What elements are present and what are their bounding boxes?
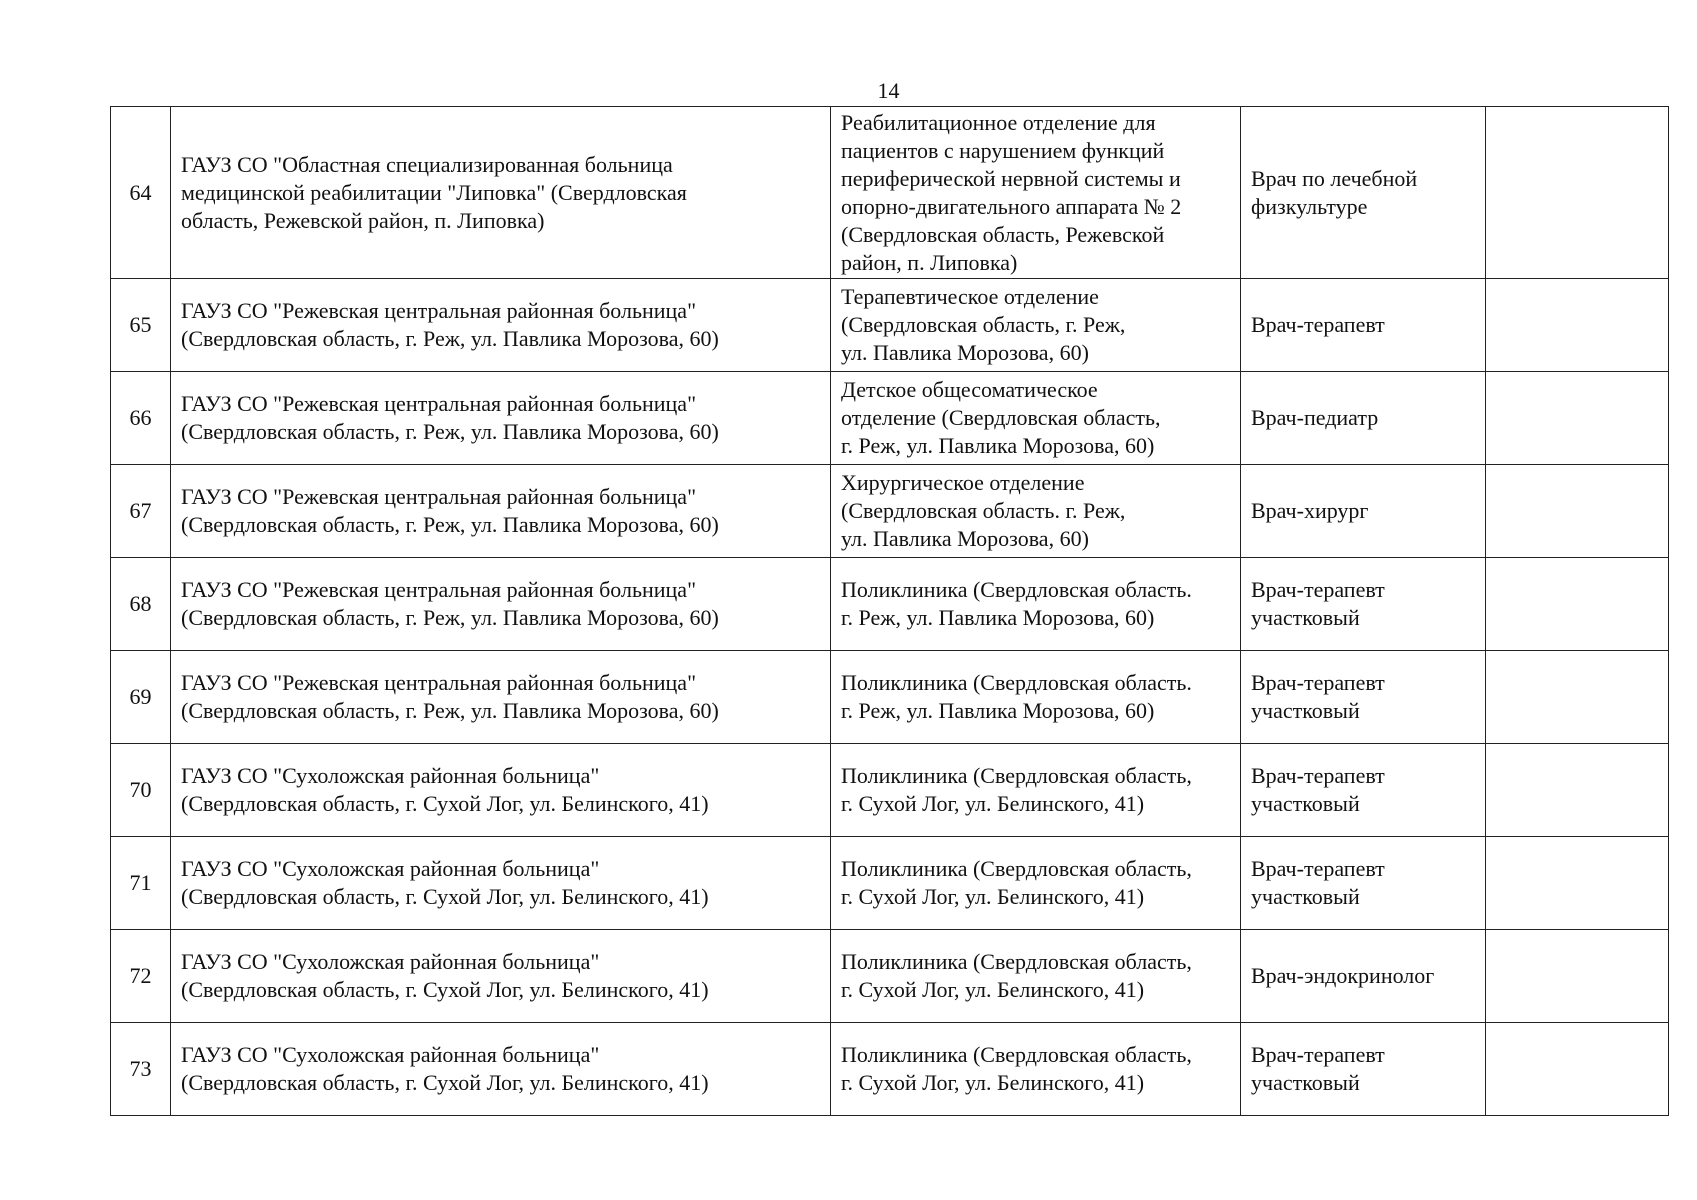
extra-cell: [1486, 107, 1669, 279]
organization-text: ГАУЗ СО "Сухоложская районная больница" (Свердловская область, г. Сухой Лог, ул. Белинского, 41): [181, 856, 709, 909]
row-number-text: 69: [129, 684, 152, 709]
page-number: 14: [877, 78, 900, 103]
extra-cell: [1486, 837, 1669, 930]
position-cell: [1241, 1023, 1486, 1116]
organization-cell: [171, 1023, 831, 1116]
position-cell: [1241, 465, 1486, 558]
department-cell: [831, 651, 1241, 744]
position-cell: [1241, 744, 1486, 837]
organization-text: ГАУЗ СО "Режевская центральная районная больница" (Свердловская область, г. Реж, ул. Павлика Морозова, 60): [181, 391, 719, 444]
department-cell: [831, 465, 1241, 558]
department-cell: [831, 558, 1241, 651]
department-text: Хирургическое отделение (Свердловская область. г. Реж, ул. Павлика Морозова, 60): [841, 470, 1126, 551]
department-cell: [831, 372, 1241, 465]
position-text: Врач-хирург: [1251, 498, 1369, 523]
position-text: Врач-эндокринолог: [1251, 963, 1435, 988]
organization-cell: [171, 651, 831, 744]
hospital-positions-table: [110, 106, 1669, 1116]
organization-text: ГАУЗ СО "Сухоложская районная больница" (Свердловская область, г. Сухой Лог, ул. Белинского, 41): [181, 763, 709, 816]
position-cell: [1241, 651, 1486, 744]
position-text: Врач-терапевт участковый: [1251, 577, 1385, 630]
department-cell: [831, 837, 1241, 930]
table-row: [111, 744, 1669, 837]
position-text: Врач-терапевт участковый: [1251, 1042, 1385, 1095]
department-text: Поликлиника (Свердловская область, г. Сухой Лог, ул. Белинского, 41): [841, 856, 1192, 909]
position-cell: [1241, 372, 1486, 465]
row-number-cell: [111, 558, 171, 651]
position-text: Врач по лечебной физкультуре: [1251, 165, 1418, 219]
position-cell: [1241, 837, 1486, 930]
position-text: Врач-терапевт участковый: [1251, 856, 1385, 909]
row-number-cell: [111, 744, 171, 837]
organization-text: ГАУЗ СО "Сухоложская районная больница" (Свердловская область, г. Сухой Лог, ул. Белинского, 41): [181, 949, 709, 1002]
row-number-cell: [111, 107, 171, 279]
table-row: [111, 930, 1669, 1023]
table-row: [111, 279, 1669, 372]
department-text: Поликлиника (Свердловская область, г. Сухой Лог, ул. Белинского, 41): [841, 949, 1192, 1002]
row-number-text: 72: [129, 963, 152, 988]
organization-text: ГАУЗ СО "Режевская центральная районная больница" (Свердловская область, г. Реж, ул. Павлика Морозова, 60): [181, 670, 719, 723]
row-number-cell: [111, 372, 171, 465]
organization-cell: [171, 279, 831, 372]
table-row: [111, 1023, 1669, 1116]
extra-cell: [1486, 558, 1669, 651]
table-row: [111, 372, 1669, 465]
row-number-cell: [111, 651, 171, 744]
table-body: [111, 107, 1669, 1116]
table-row: [111, 465, 1669, 558]
extra-cell: [1486, 279, 1669, 372]
extra-cell: [1486, 1023, 1669, 1116]
position-text: Врач-педиатр: [1251, 405, 1379, 430]
extra-cell: [1486, 651, 1669, 744]
organization-cell: [171, 744, 831, 837]
row-number-text: 67: [129, 498, 152, 523]
department-text: Поликлиника (Свердловская область. г. Реж, ул. Павлика Морозова, 60): [841, 577, 1192, 630]
row-number-text: 66: [129, 405, 152, 430]
extra-cell: [1486, 465, 1669, 558]
organization-cell: [171, 558, 831, 651]
row-number-cell: [111, 930, 171, 1023]
organization-text: ГАУЗ СО "Режевская центральная районная больница" (Свердловская область, г. Реж, ул. Павлика Морозова, 60): [181, 577, 719, 630]
row-number-cell: [111, 837, 171, 930]
organization-text: ГАУЗ СО "Режевская центральная районная больница" (Свердловская область, г. Реж, ул. Павлика Морозова, 60): [181, 484, 719, 537]
department-cell: [831, 744, 1241, 837]
department-cell: [831, 1023, 1241, 1116]
organization-cell: [171, 465, 831, 558]
table-row: [111, 558, 1669, 651]
position-text: Врач-терапевт участковый: [1251, 763, 1385, 816]
position-cell: [1241, 930, 1486, 1023]
position-text: Врач-терапевт участковый: [1251, 670, 1385, 723]
position-text: Врач-терапевт: [1251, 312, 1385, 337]
row-number-cell: [111, 465, 171, 558]
department-text: Терапевтическое отделение (Свердловская область, г. Реж, ул. Павлика Морозова, 60): [841, 284, 1126, 365]
department-text: Детское общесоматическое отделение (Свердловская область, г. Реж, ул. Павлика Морозова, 60): [841, 377, 1161, 458]
department-text: Поликлиника (Свердловская область, г. Сухой Лог, ул. Белинского, 41): [841, 1042, 1192, 1095]
organization-cell: [171, 837, 831, 930]
row-number-cell: [111, 1023, 171, 1116]
position-cell: [1241, 107, 1486, 279]
organization-text: ГАУЗ СО "Областная специализированная больница медицинской реабилитации "Липовка" (Свердловская область, Режевской район, п. Липовка): [181, 151, 687, 233]
row-number-text: 73: [129, 1056, 152, 1081]
department-text: Реабилитационное отделение для пациентов с нарушением функций периферической нервной системы и опорно-двигательного аппарата № 2 (Свердловская область, Режевской район, п. Липовка): [841, 109, 1182, 275]
row-number-text: 68: [129, 591, 152, 616]
department-text: Поликлиника (Свердловская область, г. Сухой Лог, ул. Белинского, 41): [841, 763, 1192, 816]
organization-text: ГАУЗ СО "Режевская центральная районная больница" (Свердловская область, г. Реж, ул. Павлика Морозова, 60): [181, 298, 719, 351]
table-row: [111, 107, 1669, 279]
department-cell: [831, 279, 1241, 372]
extra-cell: [1486, 744, 1669, 837]
department-cell: [831, 930, 1241, 1023]
position-cell: [1241, 279, 1486, 372]
department-cell: [831, 107, 1241, 279]
row-number-text: 65: [129, 312, 152, 337]
row-number-text: 71: [129, 870, 152, 895]
organization-cell: [171, 372, 831, 465]
organization-cell: [171, 930, 831, 1023]
department-text: Поликлиника (Свердловская область. г. Реж, ул. Павлика Морозова, 60): [841, 670, 1192, 723]
organization-text: ГАУЗ СО "Сухоложская районная больница" (Свердловская область, г. Сухой Лог, ул. Белинского, 41): [181, 1042, 709, 1095]
row-number-text: 64: [129, 179, 152, 205]
table-row: [111, 837, 1669, 930]
extra-cell: [1486, 372, 1669, 465]
extra-cell: [1486, 930, 1669, 1023]
table-row: [111, 651, 1669, 744]
position-cell: [1241, 558, 1486, 651]
row-number-cell: [111, 279, 171, 372]
organization-cell: [171, 107, 831, 279]
row-number-text: 70: [129, 777, 152, 802]
